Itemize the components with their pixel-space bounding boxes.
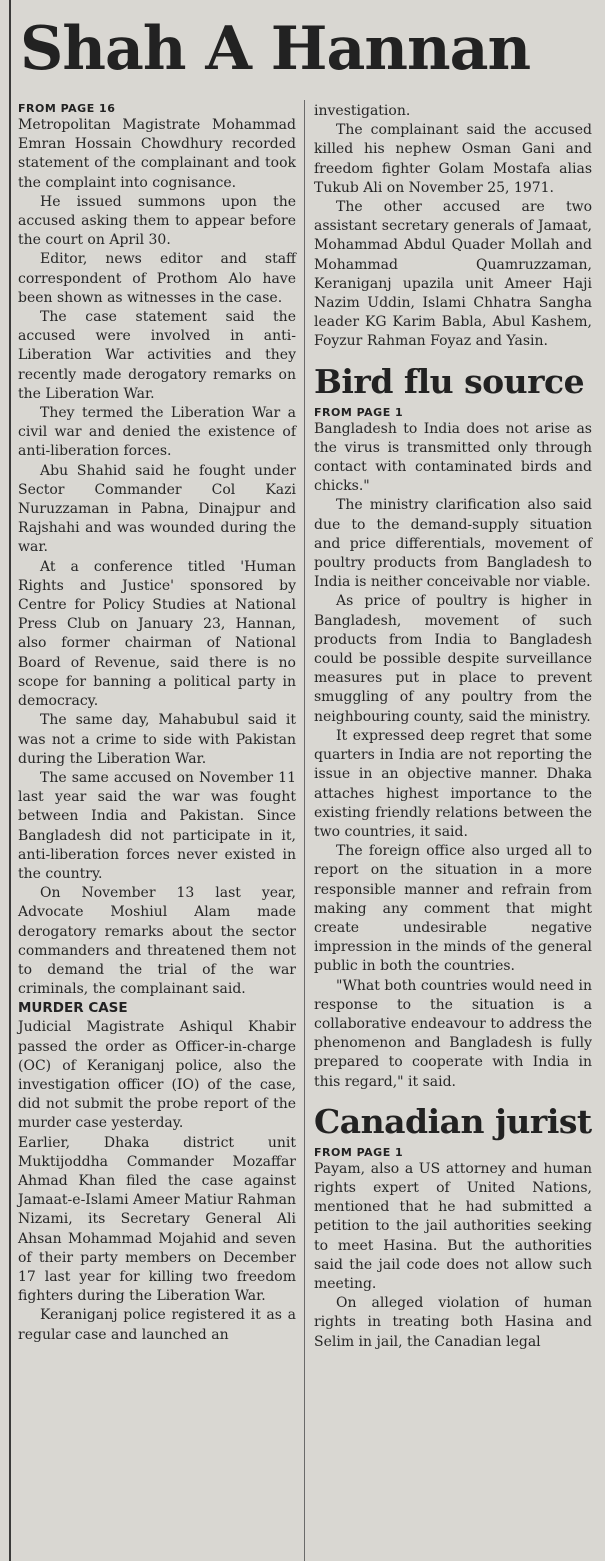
bird-flu-kicker: FROM PAGE 1 (314, 405, 404, 419)
main-paragraph: The same accused on November 11 last year said the war was fought between India and Pakistan. Since Bangladesh did not participate in it, anti-liberation forces never existed in the country. (18, 769, 296, 882)
canadian-jurist-kicker: FROM PAGE 1 (314, 1145, 404, 1159)
column-rule-middle (304, 100, 305, 1561)
canadian-jurist-headline: Canadian jurist (314, 1101, 592, 1141)
main-continued-paragraph: The complainant said the accused killed his nephew Osman Gani and freedom fighter Golam Mostafa alias Tukub Ali on November 25, 1971. (314, 122, 592, 196)
bird-flu-paragraph: "What both countries would need in response to the situation is a collaborative endeavour to address the phenomenon and Bangladesh is fully prepared to cooperate with India in this regard," it said. (314, 977, 592, 1090)
murder-paragraph: Earlier, Dhaka district unit Muktijoddha Commander Mozaffar Ahmad Khan filed the case against Jamaat-e-Islami Ameer Matiur Rahman Nizami, its Secretary General Ali Ahsan Mohammad Mojahid and seven of their party members on December 17 last year for killing two freedom fighters during the Liberation War. (18, 1134, 296, 1305)
main-paragraph: Editor, news editor and staff correspondent of Prothom Alo have been shown as witnesses in the case. (18, 251, 296, 306)
main-continued-paragraph: The other accused are two assistant secretary generals of Jamaat, Mohammad Abdul Quader Mollah and Mohammad Quamruzzaman, Keraniganj upazila unit Ameer Haji Nazim Uddin, Islami Chhatra Sangha leader KG Karim Babla, Abul Kashem, Foyzur Rahman Foyaz and Yasin. (314, 199, 592, 350)
canadian-jurist-paragraph: On alleged violation of human rights in treating both Hasina and Selim in jail, the Canadian legal (314, 1295, 592, 1350)
murder-paragraph: Keraniganj police registered it as a regular case and launched an (18, 1307, 296, 1343)
main-paragraph: He issued summons upon the accused asking them to appear before the court on April 30. (18, 193, 296, 249)
canadian-jurist-paragraph: Payam, also a US attorney and human rights expert of United Nations, mentioned that he had submitted a petition to the jail authorities seeking to meet Hasina. But the authorities said the jail code does not allow such meeting. (314, 1160, 592, 1292)
left-column (18, 102, 296, 1345)
right-column (314, 102, 592, 1352)
main-paragraph: On November 13 last year, Advocate Moshiul Alam made derogatory remarks about the sector commanders and threatened them not to demand the trial of the war criminals, the complainant said. (18, 885, 296, 998)
main-paragraph: Metropolitan Magistrate Mohammad Emran Hossain Chowdhury recorded statement of the complainant and took the complaint into cognisance. (18, 117, 296, 191)
main-paragraph: At a conference titled 'Human Rights and Justice' sponsored by Centre for Policy Studies at National Press Club on January 23, Hannan, also former chairman of National Board of Revenue, said there is no scope for banning a political party in democracy. (18, 558, 296, 710)
main-paragraph: The case statement said the accused were involved in anti-Liberation War activities and they recently made derogatory remarks on the Liberation War. (18, 309, 296, 402)
column-rule-left (9, 0, 11, 1561)
bird-flu-paragraph: The ministry clarification also said due to the demand-supply situation and price differentials, movement of poultry products from Bangladesh to India is neither conceivable nor viable. (314, 497, 592, 591)
bird-flu-paragraph: As price of poultry is higher in Bangladesh, movement of such products from India to Bangladesh could be possible despite surveillance measures put in place to prevent smuggling of any poultry from the neighbouring county, said the ministry. (314, 593, 592, 725)
bird-flu-headline: Bird flu source (314, 361, 585, 401)
bird-flu-paragraph: The foreign office also urged all to report on the situation in a more responsible manner and refrain from making any comment that might create undesirable negative impression in the minds of the general public in both the countries. (314, 843, 592, 975)
main-headline: Shah A Hannan (20, 14, 531, 84)
bird-flu-paragraph: Bangladesh to India does not arise as the virus is transmitted only through contact with contaminated birds and chicks." (314, 420, 592, 495)
main-continued-paragraph: investigation. (314, 103, 411, 119)
main-paragraph: They termed the Liberation War a civil war and denied the existence of anti-liberation forces. (18, 405, 296, 460)
main-kicker: FROM PAGE 16 (18, 102, 116, 115)
bird-flu-paragraph: It expressed deep regret that some quarters in India are not reporting the issue in an objective manner. Dhaka attaches highest importance to the existing friendly relations between the two countries, it said. (314, 727, 592, 840)
murder-paragraph: Judicial Magistrate Ashiqul Khabir passed the order as Officer-in-charge (OC) of Keraniganj police, also the investigation officer (IO) of the case, did not submit the probe report of the murder case yesterday. (18, 1019, 296, 1132)
main-paragraph: Abu Shahid said he fought under Sector Commander Col Kazi Nuruzzaman in Pabna, Dinajpur and Rajshahi and was wounded during the war. (18, 462, 296, 556)
main-paragraph: The same day, Mahabubul said it was not a crime to side with Pakistan during the Liberation War. (18, 712, 296, 767)
murder-case-subhead: MURDER CASE (18, 1000, 128, 1017)
